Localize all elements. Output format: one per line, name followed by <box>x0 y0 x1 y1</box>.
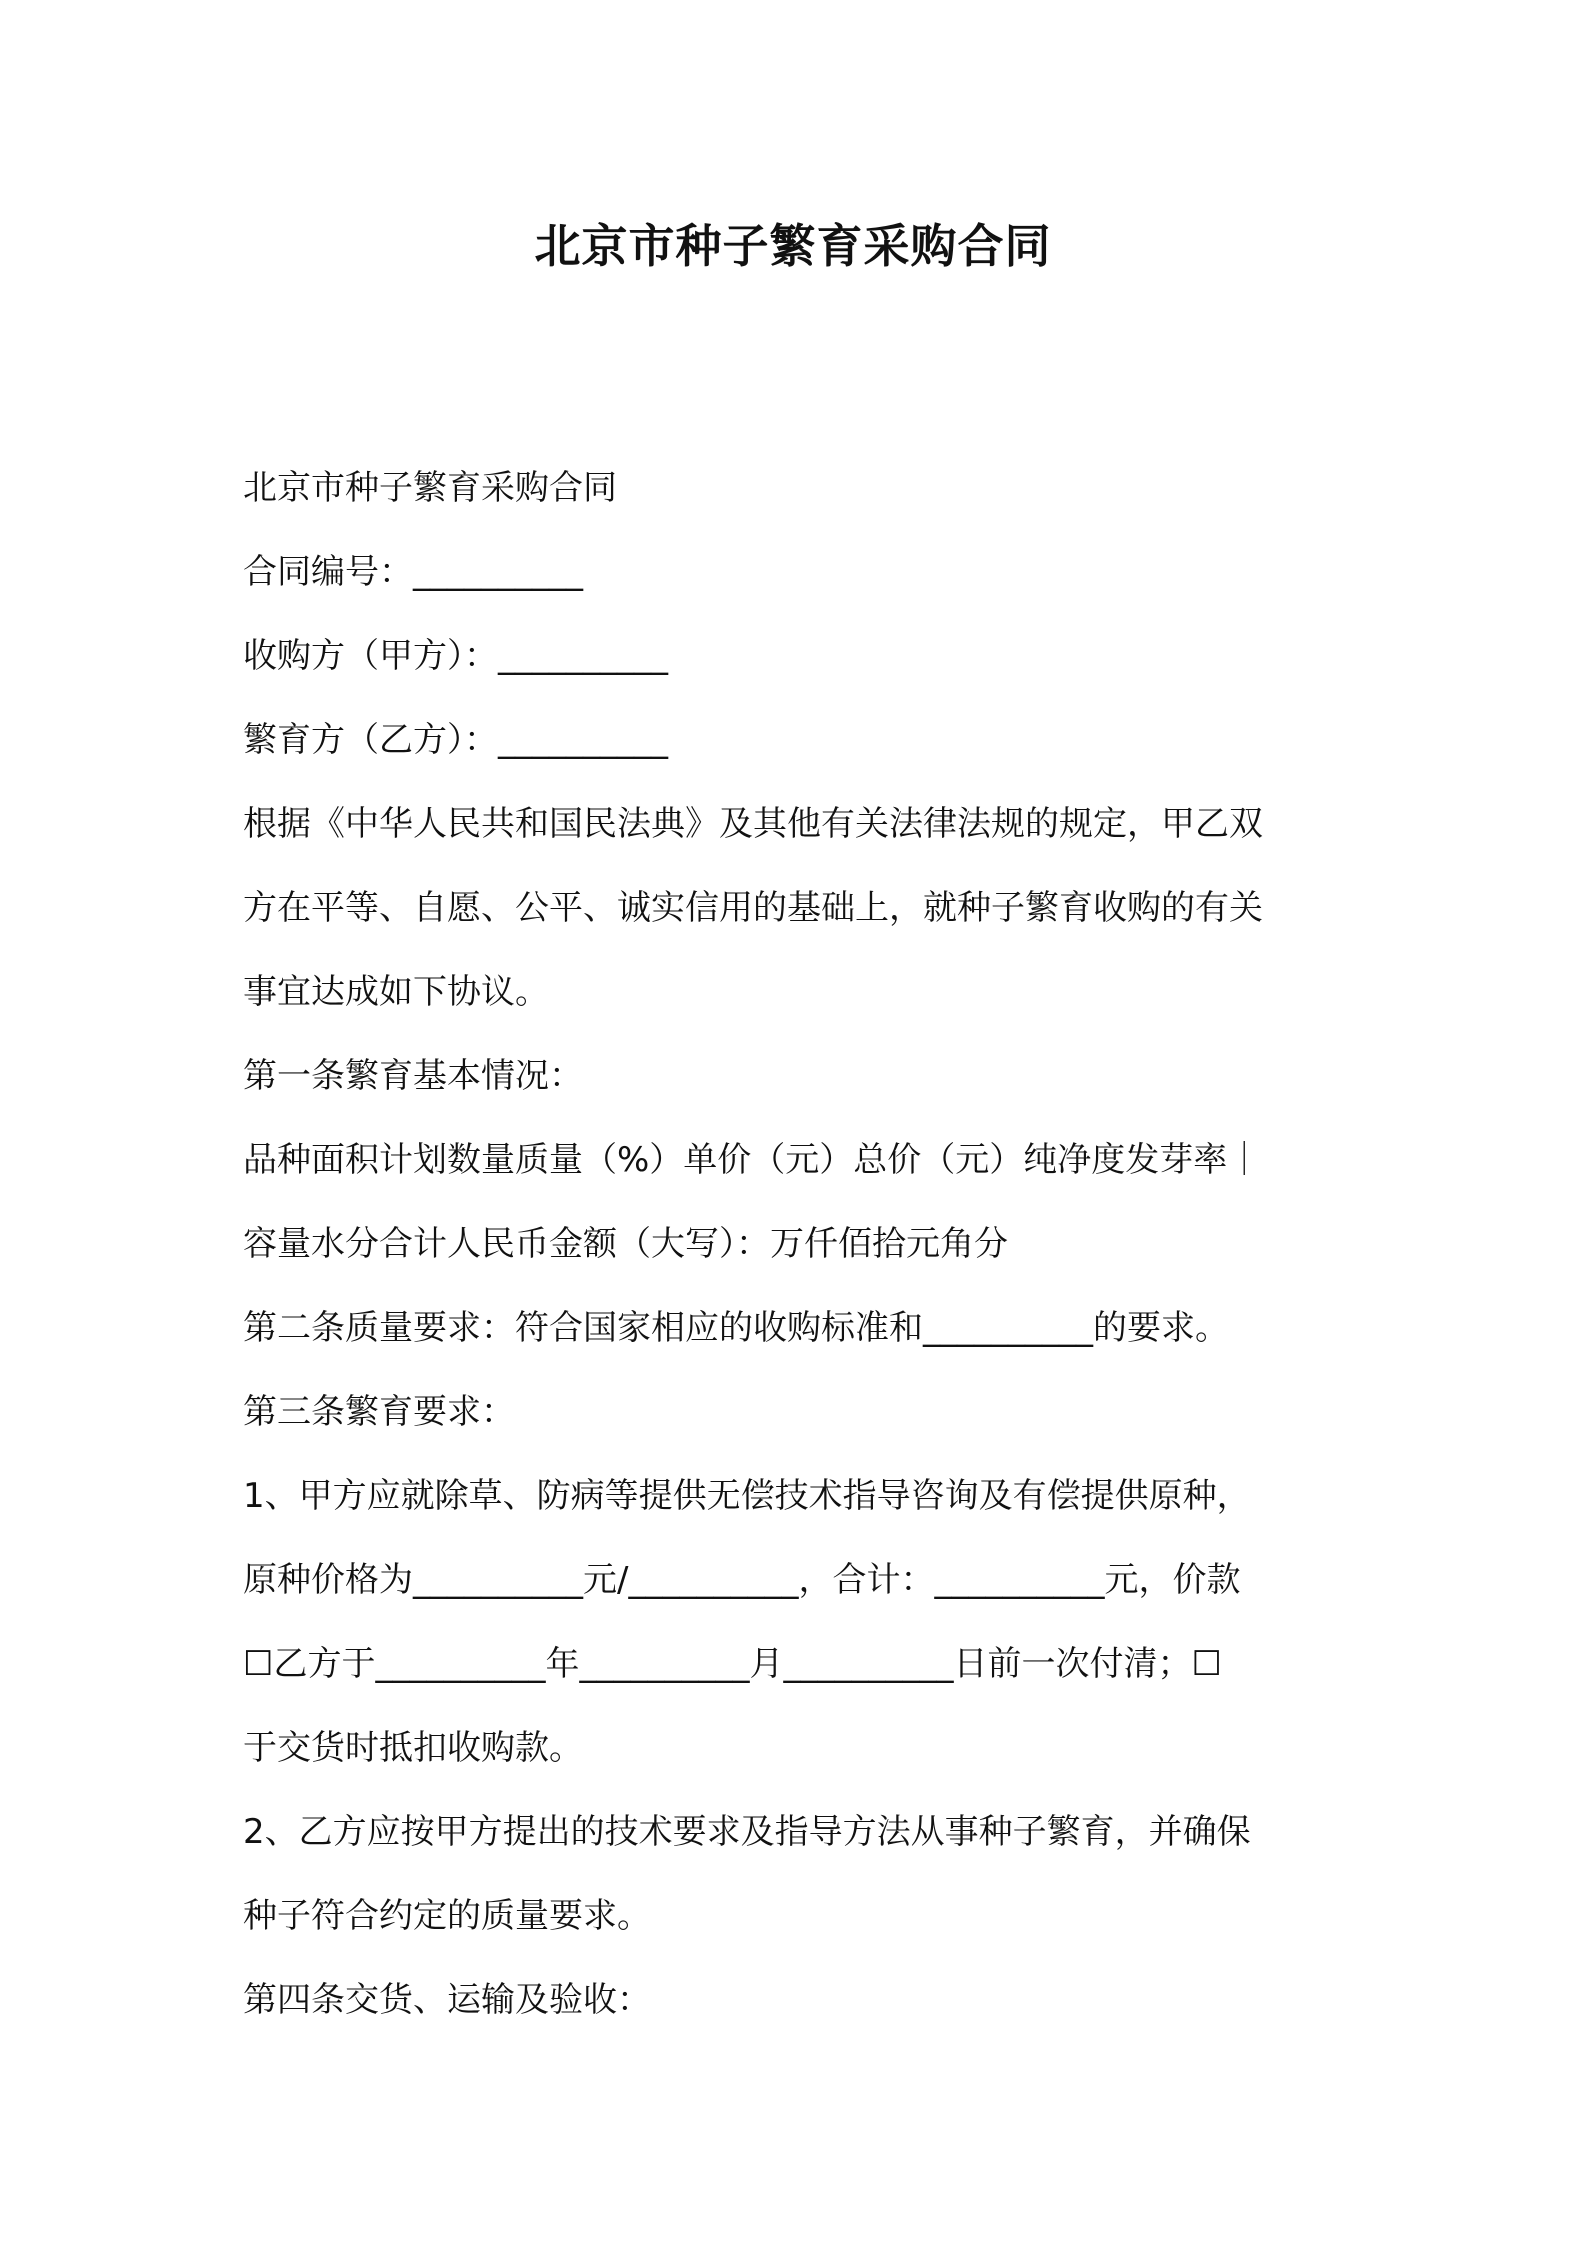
doc-line-article-3-item-2a: 2、乙方应按甲方提出的技术要求及指导方法从事种子繁育，并确保 <box>243 1812 1251 1852</box>
doc-line-article-4-heading: 第四条交货、运输及验收： <box>243 1980 651 2020</box>
doc-line-article-3-item-1a: 1、甲方应就除草、防病等提供无偿技术指导咨询及有偿提供原种， <box>243 1476 1251 1516</box>
document-body <box>243 446 1363 2042</box>
doc-line-subtitle: 北京市种子繁育采购合同 <box>243 468 617 508</box>
doc-line-article-2: 第二条质量要求：符合国家相应的收购标准和__________的要求。 <box>243 1308 1229 1348</box>
doc-line-preamble-3: 事宜达成如下协议。 <box>243 972 549 1012</box>
doc-line-article-3-item-1b: 原种价格为__________元/__________，合计：__________元，价款 <box>243 1560 1241 1600</box>
doc-line-article-3-item-2b: 种子符合约定的质量要求。 <box>243 1896 651 1936</box>
doc-line-party-a: 收购方（甲方）：__________ <box>243 636 668 676</box>
doc-line-preamble-1: 根据《中华人民共和国民法典》及其他有关法律法规的规定，甲乙双 <box>243 804 1263 844</box>
doc-line-article-1-fields-1: 品种面积计划数量质量（%）单价（元）总价（元）纯净度发芽率｜ <box>243 1140 1262 1180</box>
doc-line-article-3-item-1c: ☐乙方于__________年__________月__________日前一次付清；☐ <box>243 1644 1222 1684</box>
doc-line-article-1-fields-2: 容量水分合计人民币金额（大写）：万仟佰拾元角分 <box>243 1224 1008 1264</box>
doc-line-party-b: 繁育方（乙方）：__________ <box>243 720 668 760</box>
doc-line-article-1-heading: 第一条繁育基本情况： <box>243 1056 583 1096</box>
doc-line-article-3-item-1d: 于交货时抵扣收购款。 <box>243 1728 583 1768</box>
doc-line-contract-number: 合同编号：__________ <box>243 552 583 592</box>
doc-line-preamble-2: 方在平等、自愿、公平、诚实信用的基础上，就种子繁育收购的有关 <box>243 888 1263 928</box>
doc-line-article-3-heading: 第三条繁育要求： <box>243 1392 515 1432</box>
document-title: 北京市种子繁育采购合同 <box>534 219 1052 273</box>
